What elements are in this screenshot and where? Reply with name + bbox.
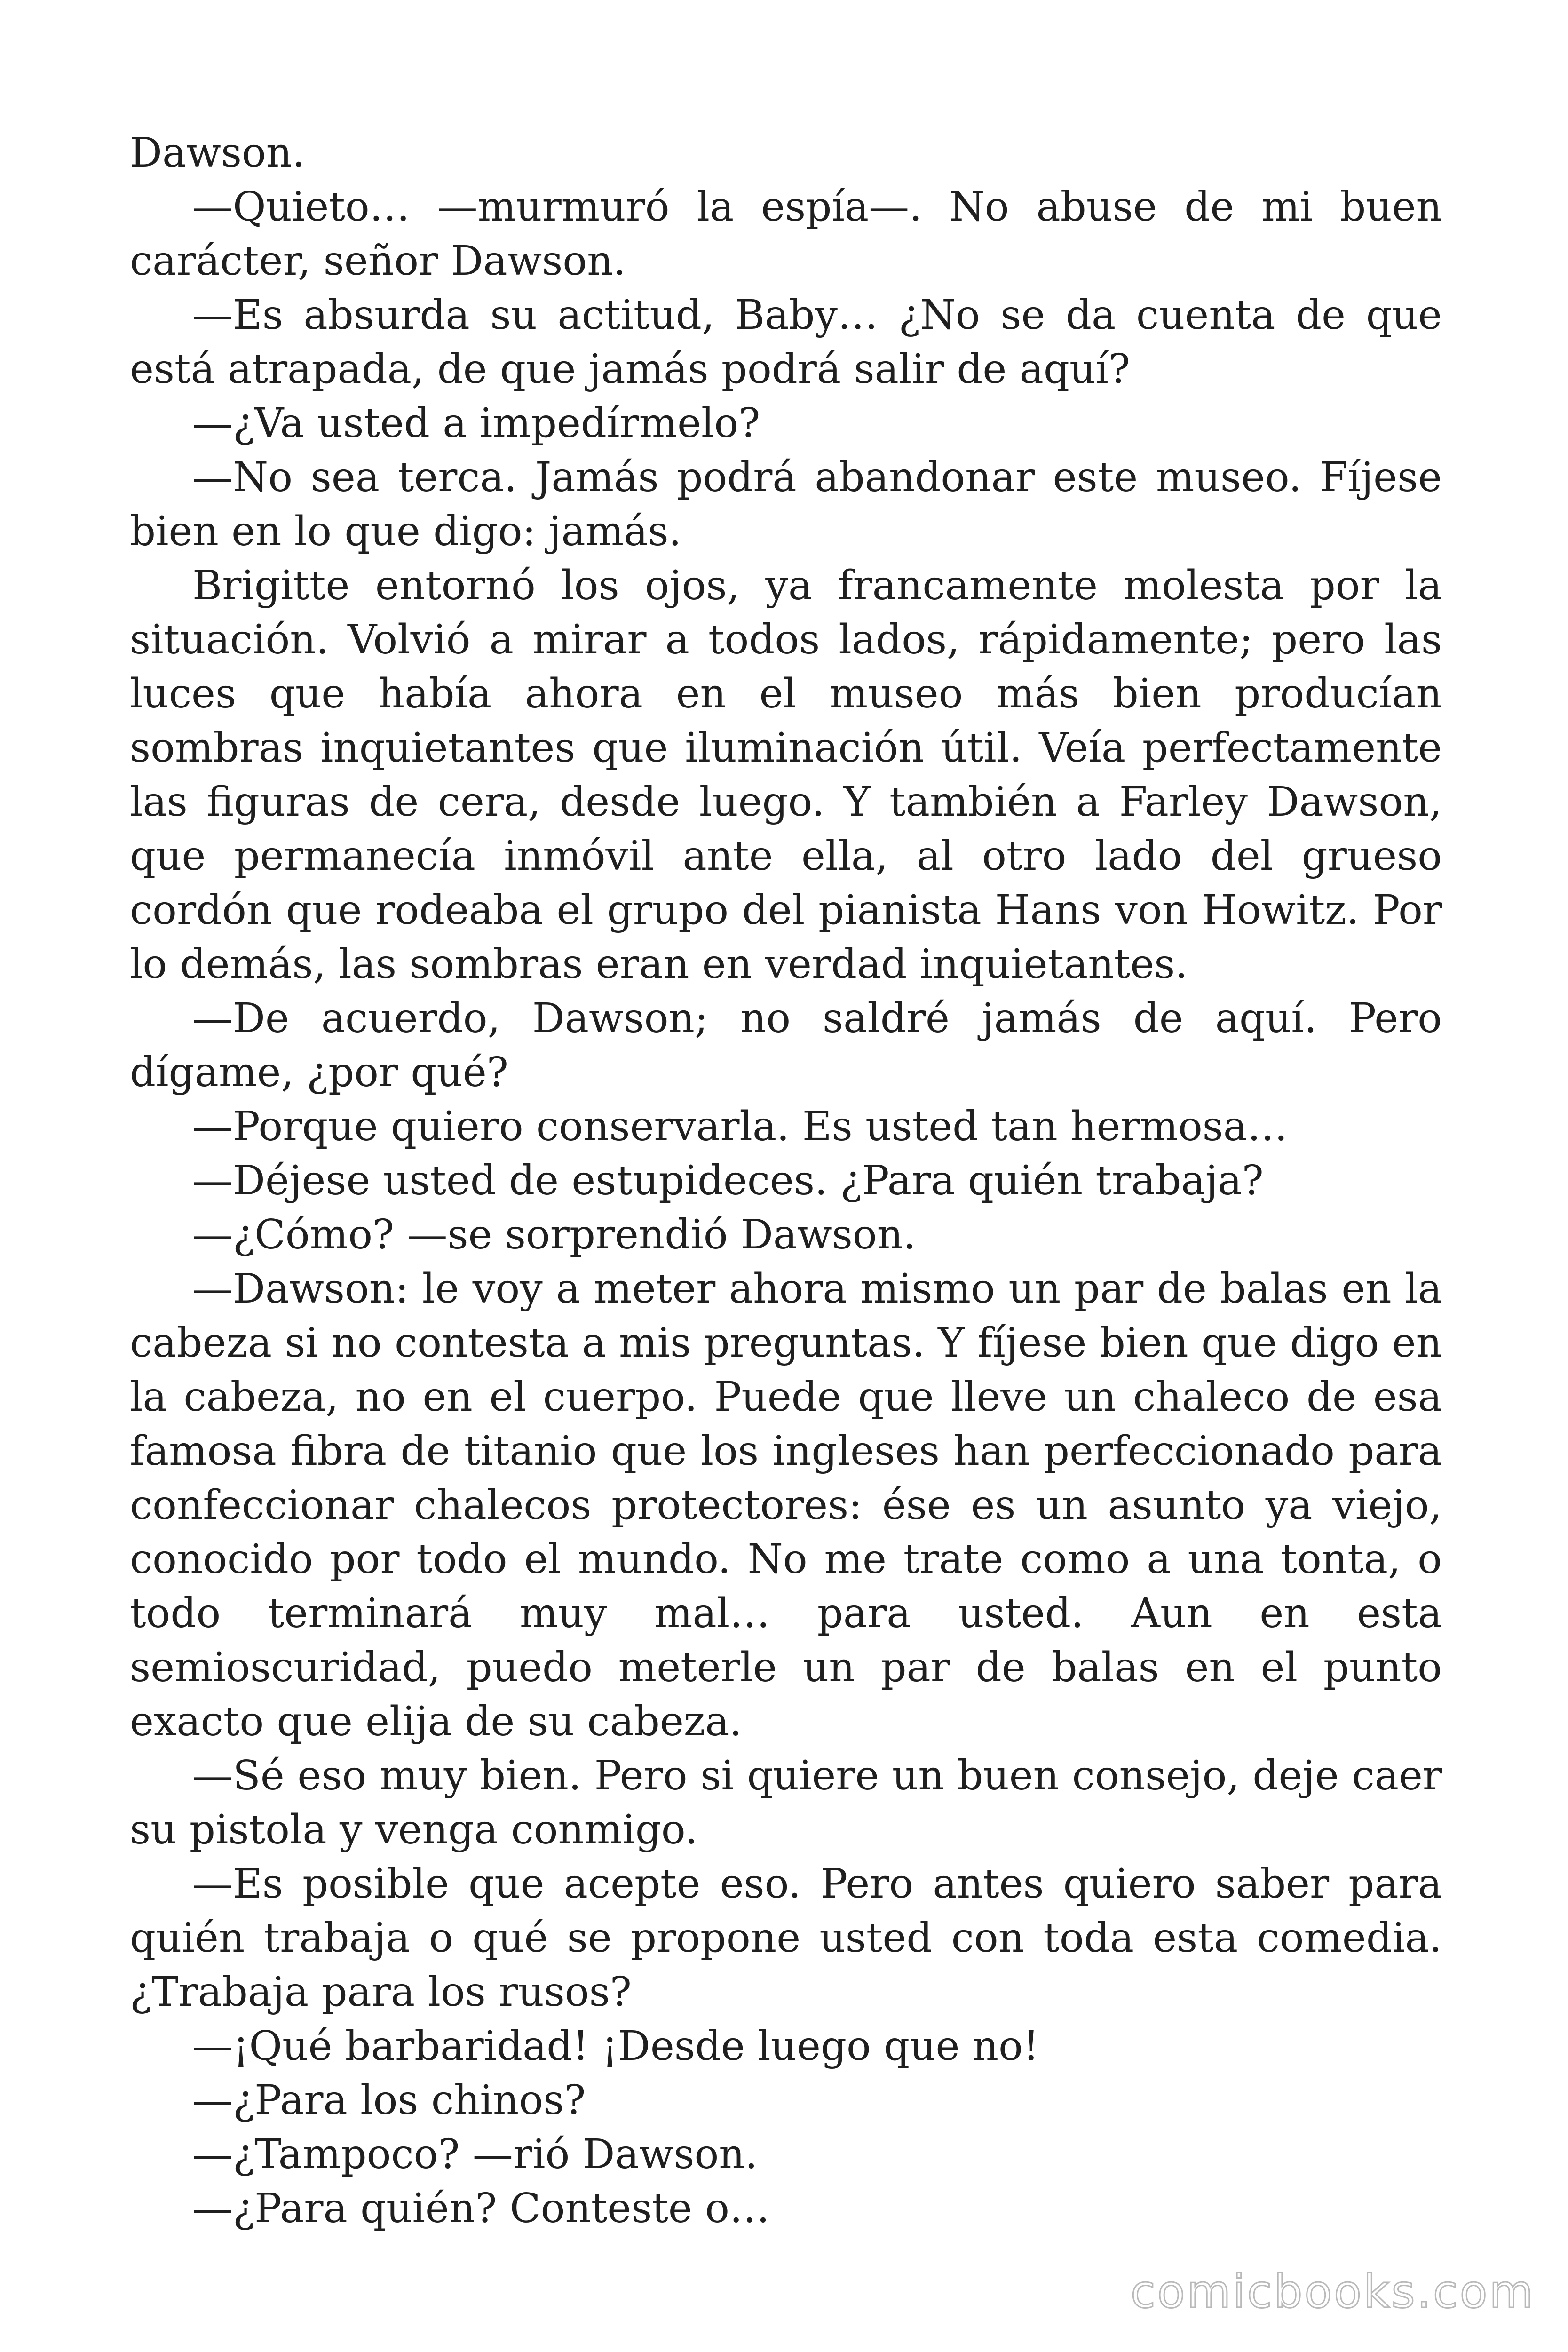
paragraph: —¿Para los chinos?	[192, 2077, 586, 2124]
paragraph: —Es absurda su actitud, Baby… ¿No se da cuenta de que está atrapada, de que jamás podrá salir de aquí?	[130, 292, 1442, 393]
paragraph: Brigitte entornó los ojos, ya francamente molesta por la situación. Volvió a mirar a todos lados, rápidamente; pero las luces que había ahora en el museo más bien producían sombras inquietantes que iluminación útil. Veía perfectamente las figuras de cera, desde luego. Y también a Farley Dawson, que permanecía inmóvil ante ella, al otro lado del grueso cordón que rodeaba el grupo del pianista Hans von Howitz. Por lo demás, las sombras eran en verdad inquietantes.	[130, 562, 1442, 988]
paragraph: —Dawson: le voy a meter ahora mismo un par de balas en la cabeza si no contesta a mis preguntas. Y fíjese bien que digo en la cabeza, no en el cuerpo. Puede que lleve un chaleco de esa famosa fibra de titanio que los ingleses han perfeccionado para confeccionar chalecos protectores: ése es un asunto ya viejo, conocido por todo el mundo. No me trate como a una tonta, o todo terminará muy mal… para usted. Aun en esta semioscuridad, puedo meterle un par de balas en el punto exacto que elija de su cabeza.	[130, 1265, 1442, 1745]
paragraph: —Porque quiero conservarla. Es usted tan hermosa…	[192, 1103, 1288, 1150]
paragraph: —¿Va usted a impedírmelo?	[192, 400, 760, 447]
paragraph: —Déjese usted de estupideces. ¿Para quién trabaja?	[192, 1157, 1264, 1204]
paragraph: —¿Tampoco? —rió Dawson.	[192, 2131, 758, 2178]
paragraph: —¡Qué barbaridad! ¡Desde luego que no!	[192, 2023, 1039, 2070]
watermark: comicbooks.com	[1130, 2265, 1535, 2318]
paragraph: —¿Cómo? —se sorprendió Dawson.	[192, 1211, 916, 1258]
body-text	[130, 126, 1442, 2236]
paragraph: —De acuerdo, Dawson; no saldré jamás de aquí. Pero dígame, ¿por qué?	[130, 995, 1442, 1096]
paragraph: —No sea terca. Jamás podrá abandonar este museo. Fíjese bien en lo que digo: jamás.	[130, 454, 1442, 555]
paragraph: Dawson.	[130, 129, 305, 176]
paragraph: —Es posible que acepte eso. Pero antes quiero saber para quién trabaja o qué se propone usted con toda esta comedia. ¿Trabaja para los rusos?	[130, 1860, 1442, 2016]
paragraph: —¿Para quién? Conteste o…	[192, 2185, 770, 2232]
paragraph: —Sé eso muy bien. Pero si quiere un buen consejo, deje caer su pistola y venga conmigo.	[130, 1752, 1442, 1853]
paragraph: —Quieto… —murmuró la espía—. No abuse de mi buen carácter, señor Dawson.	[130, 183, 1442, 285]
